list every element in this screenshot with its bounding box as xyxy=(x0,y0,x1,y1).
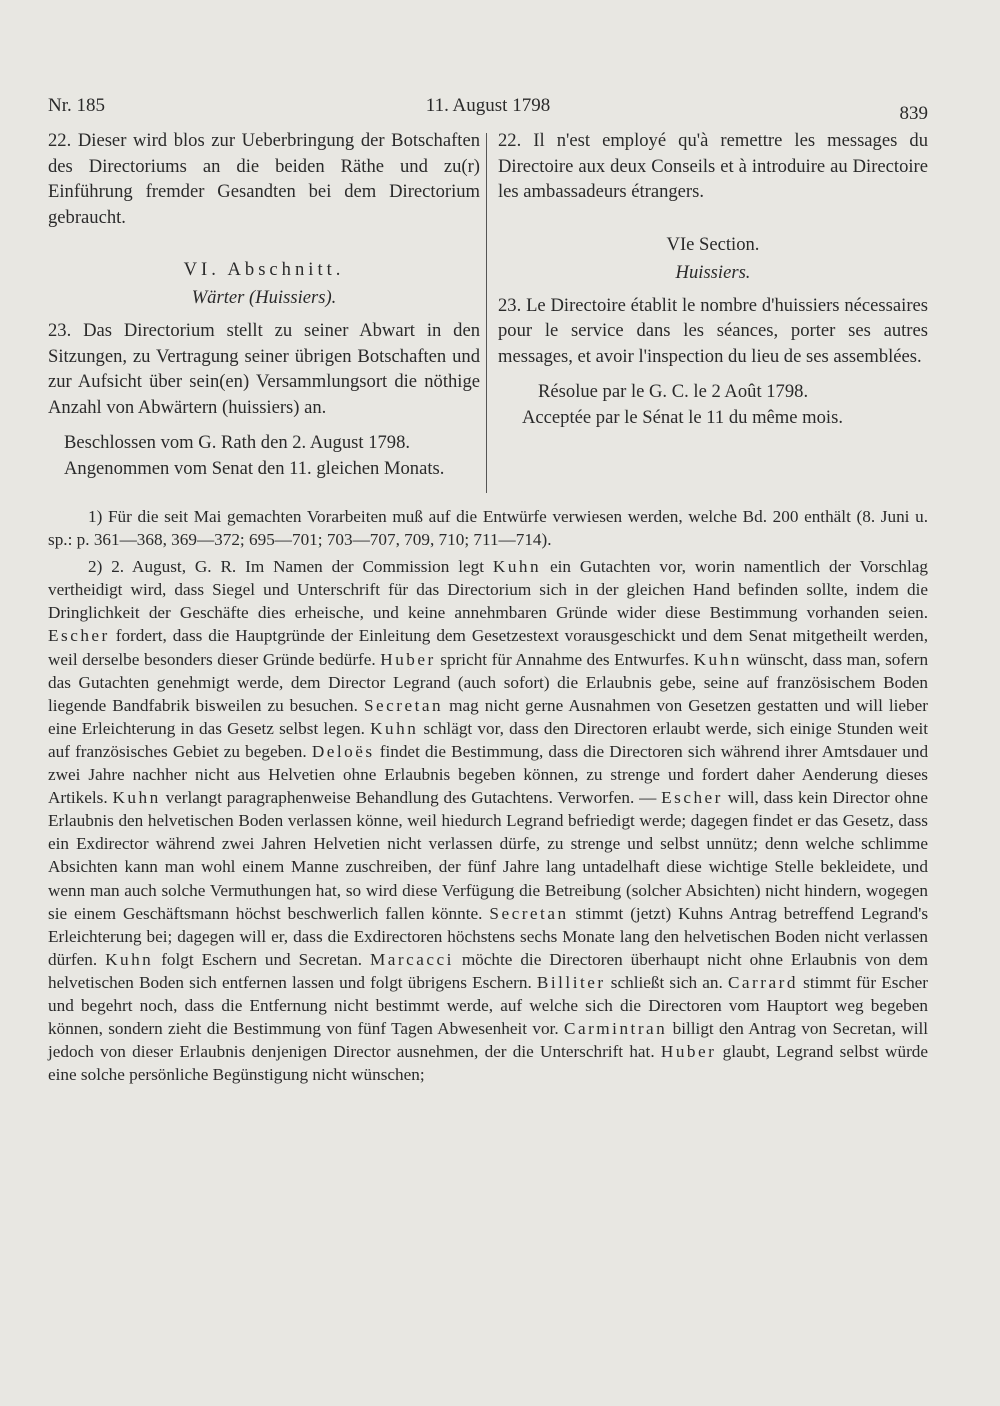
footnote-text: schlägt vor, dass den Directoren erlaubt werde, sich einige Stunden weit auf französisches Gebiet zu begeben. xyxy=(48,718,929,761)
footnote-text: schließt sich an. xyxy=(610,972,723,992)
speaker-name: Deloës xyxy=(311,741,375,761)
german-section-subtitle: Wärter (Huissiers). xyxy=(191,287,337,308)
german-section-heading: VI. Abschnitt. xyxy=(183,259,345,280)
footnote-text: stimmt für Escher und begehrt noch, dass die Entfernung nicht bestimmt werde, auf welche sich die Directoren vom Hauptort weg begeben können, sondern zieht die Bestimmung von fünf Tagen Abwesenheit vor. xyxy=(48,972,929,1039)
german-resolution-line: Beschlossen vom G. Rath den 2. August 1798. xyxy=(64,432,411,453)
speaker-name: Huber xyxy=(660,1042,717,1062)
french-column xyxy=(498,128,928,430)
footnote-text: mag nicht gerne Ausnahmen von Gesetzen gestatten und will lieber eine Erleichterung in das Gesetz selbst legen. xyxy=(48,695,928,738)
speaker-name: Kuhn xyxy=(370,718,419,738)
speaker-name: Kuhn xyxy=(112,788,161,808)
speaker-name: Billiter xyxy=(536,972,606,992)
speaker-name: Escher xyxy=(661,788,723,808)
speaker-name: Marcacci xyxy=(369,949,454,969)
footnote-text: wünscht, dass man, sofern das Gutachten genehmigt werde, dem Director Legrand (auch sofort) die Erlaubnis gebe, seine auf französischem Boden liegende Bandfabrik bisweilen zu besuchen. xyxy=(48,649,929,715)
speaker-name: Escher xyxy=(48,626,110,646)
german-column xyxy=(48,128,480,481)
footnote-2 xyxy=(48,555,928,1086)
speaker-name: Kuhn xyxy=(492,557,542,577)
page-number: 839 xyxy=(899,103,928,124)
french-section-heading: VIe Section. xyxy=(666,233,760,255)
speaker-name: Secretan xyxy=(363,695,444,715)
footnotes xyxy=(48,505,928,1086)
footnote-text: 2) 2. August, G. R. Im Namen der Commission legt xyxy=(88,557,485,577)
footnote-text: billigt den Antrag von Secretan, will jedoch von dieser Erlaubnis denjenigen Director ausnehmen, der die Unterschrift hat. xyxy=(48,1019,929,1062)
document-date: 11. August 1798 xyxy=(425,95,551,116)
french-article-23: 23. Le Directoire établit le nombre d'huissiers nécessaires pour le service dans les séances, porter ses autres messages, et avoir l'inspection du lieu de ses assemblées. xyxy=(498,294,928,367)
footnote-text: spricht für Annahme des Entwurfes. xyxy=(440,649,690,669)
speaker-name: Huber xyxy=(380,649,436,669)
speaker-name: Kuhn xyxy=(693,649,742,669)
document-number: Nr. 185 xyxy=(48,95,105,116)
page-header xyxy=(48,95,928,125)
footnote-text: stimmt (jetzt) Kuhns Antrag betreffend Legrand's Erleichterung bei; dagegen will er, dass die Exdirectoren höchstens sechs Monate lang den helvetischen Boden nicht verlassen dürfen. xyxy=(48,903,929,969)
footnote-text: fordert, dass die Hauptgründe der Einleitung dem Gesetzestext vorausgeschickt und dem Senat mitgetheilt werden, weil derselbe besonders dieser Gründe bedürfe. xyxy=(48,626,929,669)
parallel-columns xyxy=(48,128,928,493)
footnote-text: will, dass kein Director ohne Erlaubnis den helvetischen Boden verlassen könne, weil hiedurch Legrand befriedigt werde; dagegen findet er das Gesetz, dass ein Exdirector während zwei Jahren Helvetien nicht verlassen dürfe, zu strenge und selbst unnütz; denn welche schlimme Absichten kann man wohl einem Manne zuschreiben, der fünf Jahre lang untadelhaft diese wichtige Stelle bekleidete, und wenn man auch solche Vermuthungen hat, so wird diese Verfügung die Betreibung (solcher Absichten) nicht hindern, wogegen sie einem Geschäftsmann höchst beschwerlich fallen könnte. xyxy=(48,788,928,923)
footnote-text: folgt Eschern und Secretan. xyxy=(161,949,363,969)
speaker-name: Carmintran xyxy=(563,1019,668,1039)
french-article-22: 22. Il n'est employé qu'à remettre les messages du Directoire aux deux Conseils et à introduire au Directoire les ambassadeurs étrangers. xyxy=(498,130,928,202)
footnote-text: möchte die Directoren überhaupt nicht ohne Erlaubnis von dem helvetischen Boden sich entfernen lassen und folgt übrigens Eschern. xyxy=(48,949,928,992)
speaker-name: Kuhn xyxy=(105,949,154,969)
speaker-name: Secretan xyxy=(489,903,569,923)
french-section-subtitle: Huissiers. xyxy=(675,261,751,283)
footnote-text: glaubt, Legrand selbst würde eine solche persönliche Begünstigung nicht wünschen; xyxy=(48,1042,929,1085)
french-resolution-line: Résolue par le G. C. le 2 Août 1798. xyxy=(538,381,809,402)
footnote-text: verlangt paragraphenweise Behandlung des Gutachtens. Verworfen. — xyxy=(165,788,657,808)
speaker-name: Carrard xyxy=(727,972,798,992)
footnote-1: 1) Für die seit Mai gemachten Vorarbeiten muß auf die Entwürfe verwiesen werden, welche Bd. 200 enthält (8. Juni u. sp.: p. 361—368, 369—372; 695—701; 703—707, 709, 710; 711—714). xyxy=(48,507,928,550)
footnote-text: findet die Bestimmung, dass die Directoren sich während ihrer Amtsdauer und zwei Jahre nachher nicht aus Helvetien ohne Erlaubnis begeben können, zu strenge und fordert daher Aenderung dieses Artikels. xyxy=(48,741,929,808)
column-divider xyxy=(486,133,487,493)
german-article-22: 22. Dieser wird blos zur Ueberbringung der Botschaften des Directoriums an die beiden Räthe und zu(r) Einführung fremder Gesandten bei dem Directorium gebraucht. xyxy=(48,130,480,228)
german-acceptance-line: Angenommen vom Senat den 11. gleichen Monats. xyxy=(64,457,445,479)
german-article-23: 23. Das Directorium stellt zu seiner Abwart in den Sitzungen, zu Vertragung seiner übrigen Botschaften und zur Aufsicht über sein(en) Versammlungsort die nöthige Anzahl von Abwärtern (huissiers) an. xyxy=(48,320,480,418)
french-acceptance-line: Acceptée par le Sénat le 11 du même mois. xyxy=(522,406,843,428)
footnote-text: ein Gutachten vor, worin namentlich der Vorschlag vertheidigt wird, dass Siegel und Unterschrift für das Directorium sich in der gleichen Hand befinden sollte, indem die Dringlichkeit der Geschäfte dies erheische, und keine annehmbaren Gründe wider diese Bestimmung vorhanden seien. xyxy=(48,557,929,623)
